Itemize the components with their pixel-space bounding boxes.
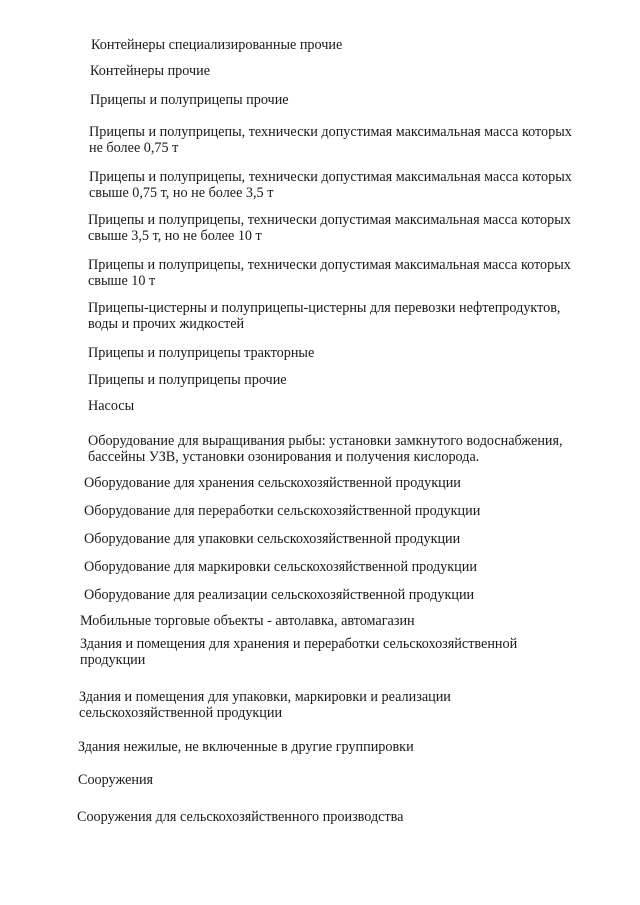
list-item xyxy=(90,63,210,79)
list-item xyxy=(84,475,461,491)
list-item xyxy=(90,92,289,108)
item-line: Здания и помещения для упаковки, маркировки и реализации xyxy=(79,689,451,705)
item-line: свыше 3,5 т, но не более 10 т xyxy=(88,228,262,244)
list-item xyxy=(78,739,414,755)
list-item xyxy=(79,689,451,721)
list-item xyxy=(88,372,287,388)
item-line: сельскохозяйственной продукции xyxy=(79,705,283,721)
list-item xyxy=(88,345,314,361)
item-line: Оборудование для переработки сельскохозяйственной продукции xyxy=(84,503,481,519)
list-item xyxy=(80,636,517,668)
item-line: Прицепы и полуприцепы, технически допустимая максимальная масса которых xyxy=(88,257,571,273)
list-item xyxy=(77,809,403,825)
list-item xyxy=(84,559,477,575)
list-item xyxy=(88,257,571,289)
item-line: Сооружения xyxy=(78,772,154,788)
item-line: воды и прочих жидкостей xyxy=(88,316,245,332)
item-line: Прицепы и полуприцепы прочие xyxy=(88,372,287,388)
item-line: Прицепы и полуприцепы, технически допустимая максимальная масса которых xyxy=(88,212,571,228)
item-line: Прицепы и полуприцепы тракторные xyxy=(88,345,315,361)
list-item xyxy=(84,503,480,519)
item-line: свыше 0,75 т, но не более 3,5 т xyxy=(89,185,274,201)
item-line: Здания и помещения для хранения и переработки сельскохозяйственной xyxy=(80,636,518,652)
list-item xyxy=(91,37,342,53)
item-line: свыше 10 т xyxy=(88,273,156,289)
item-line: бассейны УЗВ, установки озонирования и получения кислорода. xyxy=(88,449,480,465)
list-item xyxy=(88,433,563,465)
list-item xyxy=(84,531,460,547)
list-item xyxy=(80,613,415,629)
item-line: Прицепы и полуприцепы прочие xyxy=(90,92,289,108)
item-line: Насосы xyxy=(88,398,135,414)
item-line: Оборудование для маркировки сельскохозяйственной продукции xyxy=(84,559,477,575)
item-line: Прицепы и полуприцепы, технически допустимая максимальная масса которых xyxy=(89,124,572,140)
item-line: Прицепы и полуприцепы, технически допустимая максимальная масса которых xyxy=(89,169,572,185)
item-line: Мобильные торговые объекты - автолавка, автомагазин xyxy=(80,613,415,629)
item-line: Здания нежилые, не включенные в другие группировки xyxy=(78,739,414,755)
list-item xyxy=(88,398,134,414)
item-line: Контейнеры специализированные прочие xyxy=(91,37,343,53)
item-line: Контейнеры прочие xyxy=(90,63,211,79)
item-line: Сооружения для сельскохозяйственного производства xyxy=(77,809,404,825)
item-line: продукции xyxy=(80,652,146,668)
item-line: Оборудование для упаковки сельскохозяйственной продукции xyxy=(84,531,461,547)
item-line: Оборудование для выращивания рыбы: установки замкнутого водоснабжения, xyxy=(88,433,563,449)
item-line: Оборудование для реализации сельскохозяйственной продукции xyxy=(84,587,475,603)
item-line: Оборудование для хранения сельскохозяйственной продукции xyxy=(84,475,461,491)
list-item xyxy=(89,169,572,201)
list-item xyxy=(88,300,560,332)
list-item xyxy=(84,587,474,603)
item-line: не более 0,75 т xyxy=(89,140,179,156)
list-item xyxy=(89,124,572,156)
list-item xyxy=(88,212,571,244)
list-item xyxy=(78,772,153,788)
item-line: Прицепы-цистерны и полуприцепы-цистерны для перевозки нефтепродуктов, xyxy=(88,300,561,316)
